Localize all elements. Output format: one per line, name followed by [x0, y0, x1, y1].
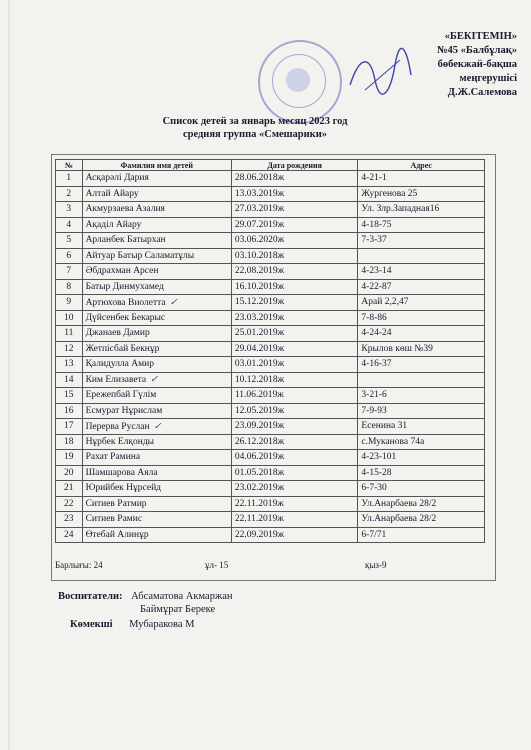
- row-number: [56, 171, 83, 187]
- header-address: Адрес: [358, 160, 485, 171]
- row-address-text: 7-9-93: [361, 405, 387, 416]
- row-address: [358, 496, 485, 512]
- table-row: [56, 279, 485, 295]
- row-dob-text: 25.01.2019ж: [234, 328, 285, 339]
- row-name: [82, 419, 231, 435]
- row-dob: [231, 403, 358, 419]
- row-address-text: Арай 2,2,47: [361, 297, 409, 308]
- row-address-text: 4-18-75: [361, 219, 392, 230]
- row-dob-text: 27.03.2019ж: [234, 204, 285, 215]
- row-number: [56, 512, 83, 528]
- educator-2: Баймұрат Береке: [140, 604, 216, 615]
- row-dob-text: 01.05.2018ж: [234, 467, 285, 478]
- row-number: [56, 186, 83, 202]
- row-dob-text: 13.03.2019ж: [234, 188, 285, 199]
- row-number-text: 12: [64, 343, 74, 354]
- row-dob-text: 11.06.2019ж: [234, 390, 284, 401]
- row-name-text: Дүйсенбек Бекарыс: [85, 312, 166, 323]
- row-number-text: 8: [66, 281, 72, 292]
- row-name: [82, 295, 231, 311]
- row-number: [56, 357, 83, 373]
- table-row: [56, 372, 485, 388]
- row-dob: [231, 527, 358, 543]
- table-row: [56, 233, 485, 249]
- row-number: [56, 279, 83, 295]
- row-number-text: 9: [66, 297, 72, 308]
- row-dob-text: 22.09.2019ж: [234, 529, 285, 540]
- row-number-text: 1: [66, 173, 72, 184]
- row-address: [358, 171, 485, 187]
- row-name: [82, 248, 231, 264]
- row-number: [56, 341, 83, 357]
- row-address-text: 7-3-37: [361, 235, 387, 246]
- table-body: [56, 171, 485, 543]
- row-address-text: 3-21-6: [361, 390, 387, 401]
- row-name-text: Перерва Руслан: [85, 421, 150, 432]
- row-number-text: 11: [64, 328, 74, 339]
- row-name-text: Жетпісбай Бекнұр: [85, 343, 160, 354]
- row-dob-text: 23.09.2019ж: [234, 421, 285, 432]
- boys-count: ұл- 15: [205, 560, 229, 570]
- row-number: [56, 233, 83, 249]
- row-address-text: 6-7/71: [361, 529, 387, 540]
- row-address: [358, 512, 485, 528]
- educators-line: [58, 590, 232, 603]
- row-name-text: Ақаділ Айару: [85, 219, 142, 230]
- row-name-text: Айтуар Батыр Саламатұлы: [85, 250, 195, 261]
- table-row: [56, 357, 485, 373]
- row-name: [82, 527, 231, 543]
- row-dob: [231, 217, 358, 233]
- row-name: [82, 202, 231, 218]
- row-name: [82, 326, 231, 342]
- row-dob-text: 03.10.2018ж: [234, 250, 285, 261]
- row-name: [82, 264, 231, 280]
- row-number: [56, 217, 83, 233]
- row-dob-text: 15.12.2019ж: [234, 297, 285, 308]
- table-row: [56, 465, 485, 481]
- table-row: [56, 202, 485, 218]
- row-dob-text: 23.03.2019ж: [234, 312, 285, 323]
- row-dob: [231, 419, 358, 435]
- row-number-text: 19: [64, 452, 74, 463]
- row-name: [82, 279, 231, 295]
- row-number: [56, 202, 83, 218]
- row-number-text: 3: [66, 204, 72, 215]
- row-name-text: Әбдрахман Арсен: [85, 266, 159, 277]
- assistant-label: Көмекші: [70, 619, 113, 630]
- row-dob: [231, 326, 358, 342]
- row-dob-text: 28.06.2018ж: [234, 173, 285, 184]
- row-dob: [231, 388, 358, 404]
- row-dob: [231, 248, 358, 264]
- row-address: [358, 450, 485, 466]
- signature-icon: [345, 45, 415, 100]
- document-subtitle: средняя группа «Смешарики»: [182, 129, 328, 140]
- assistant-name: Мубаракова М: [129, 619, 195, 630]
- row-name: [82, 388, 231, 404]
- row-number-text: 20: [64, 467, 74, 478]
- row-name: [82, 403, 231, 419]
- table-row: [56, 512, 485, 528]
- row-dob: [231, 295, 358, 311]
- row-address-text: 4-23-101: [361, 452, 397, 463]
- row-address-text: 4-15-28: [361, 467, 392, 478]
- row-dob: [231, 512, 358, 528]
- row-name: [82, 233, 231, 249]
- row-address-text: Есенина 31: [361, 421, 408, 432]
- row-address: [358, 248, 485, 264]
- row-address-text: Жургенова 25: [361, 188, 418, 199]
- page-edge-shadow: [8, 0, 10, 750]
- round-seal-icon: [258, 40, 342, 124]
- row-dob: [231, 496, 358, 512]
- row-number-text: 14: [64, 374, 74, 385]
- row-name: [82, 481, 231, 497]
- row-name-text: Батыр Динмухамед: [85, 281, 164, 292]
- row-name-text: Ережепбай Гүлім: [85, 390, 157, 401]
- seal-emblem: [286, 68, 310, 92]
- table-row: [56, 326, 485, 342]
- educators-label: Воспитатели:: [58, 591, 123, 602]
- row-address: [358, 527, 485, 543]
- row-dob: [231, 357, 358, 373]
- row-dob-text: 23.02.2019ж: [234, 483, 285, 494]
- table-row: [56, 171, 485, 187]
- row-dob-text: 10.12.2018ж: [234, 374, 285, 385]
- children-table: [55, 159, 485, 543]
- row-dob-text: 04.06.2019ж: [234, 452, 285, 463]
- table-row: [56, 310, 485, 326]
- row-name-text: Артюхова Виолетта: [85, 297, 166, 308]
- approval-role: меңгерушісі: [459, 73, 517, 84]
- row-address-text: 4-16-37: [361, 359, 392, 370]
- row-number: [56, 310, 83, 326]
- row-dob-text: 29.07.2019ж: [234, 219, 285, 230]
- table-row: [56, 217, 485, 233]
- row-dob-text: 26.12.2018ж: [234, 436, 285, 447]
- row-dob-text: 12.05.2019ж: [234, 405, 285, 416]
- row-number-text: 23: [64, 514, 74, 525]
- row-name-text: Арланбек Батырхан: [85, 235, 166, 246]
- row-address: [358, 264, 485, 280]
- table-row: [56, 434, 485, 450]
- table-row: [56, 481, 485, 497]
- row-number: [56, 372, 83, 388]
- row-name: [82, 512, 231, 528]
- row-name: [82, 171, 231, 187]
- row-number-text: 21: [64, 483, 74, 494]
- row-number-text: 16: [64, 405, 74, 416]
- row-address: [358, 419, 485, 435]
- row-number: [56, 248, 83, 264]
- row-address: [358, 310, 485, 326]
- row-name: [82, 341, 231, 357]
- row-name-text: Ким Елизавета: [85, 375, 147, 386]
- row-address: [358, 481, 485, 497]
- approval-block: [437, 30, 517, 100]
- approval-type: бөбекжай-бақша: [437, 59, 517, 70]
- row-name: [82, 434, 231, 450]
- row-number: [56, 388, 83, 404]
- row-dob: [231, 434, 358, 450]
- row-number: [56, 434, 83, 450]
- row-number-text: 6: [66, 250, 72, 261]
- row-dob-text: 16.10.2019ж: [234, 281, 285, 292]
- row-name: [82, 372, 231, 388]
- table-row: [56, 419, 485, 435]
- row-number: [56, 403, 83, 419]
- row-dob: [231, 186, 358, 202]
- row-number-text: 22: [64, 498, 74, 509]
- row-address: [358, 388, 485, 404]
- row-address: [358, 372, 485, 388]
- row-address-text: Ул.Анарбаева 28/2: [361, 514, 437, 525]
- pen-checkmark-icon: ✓: [150, 375, 159, 386]
- row-address: [358, 403, 485, 419]
- row-name: [82, 186, 231, 202]
- row-name: [82, 450, 231, 466]
- row-dob: [231, 341, 358, 357]
- total-count: Барлығы: 24: [55, 560, 103, 570]
- table-row: [56, 527, 485, 543]
- row-number: [56, 481, 83, 497]
- row-address-text: Ул. Злр.Западная16: [361, 204, 440, 215]
- row-address: [358, 434, 485, 450]
- table-row: [56, 186, 485, 202]
- row-number-text: 4: [66, 219, 72, 230]
- row-address: [358, 341, 485, 357]
- table-row: [56, 341, 485, 357]
- row-name: [82, 310, 231, 326]
- approval-heading: «БЕКІТЕМІН»: [444, 31, 517, 42]
- approval-name: Д.Ж.Салемова: [447, 87, 517, 98]
- row-name-text: Өтебай Алинұр: [85, 529, 149, 540]
- row-name-text: Шамшарова Аяла: [85, 467, 158, 478]
- row-dob: [231, 310, 358, 326]
- row-dob-text: 22.11.2019ж: [234, 514, 284, 525]
- row-address: [358, 202, 485, 218]
- row-address: [358, 465, 485, 481]
- table-row: [56, 450, 485, 466]
- row-dob-text: 03.06.2020ж: [234, 235, 285, 246]
- row-name: [82, 217, 231, 233]
- row-number: [56, 450, 83, 466]
- table-row: [56, 388, 485, 404]
- row-name-text: Есмурат Нұрислам: [85, 405, 163, 416]
- row-name: [82, 357, 231, 373]
- row-number-text: 7: [66, 266, 72, 277]
- header-number: №: [56, 160, 83, 171]
- row-address-text: 7-8-86: [361, 312, 387, 323]
- row-dob-text: 22.11.2019ж: [234, 498, 284, 509]
- girls-count: қыз-9: [365, 560, 387, 570]
- row-address-text: Крылов көш №39: [361, 343, 433, 354]
- row-name-text: Ситиев Рамис: [85, 514, 143, 525]
- row-address-text: 6-7-30: [361, 483, 387, 494]
- document-title: Список детей за январь месяц 2023 год: [162, 116, 348, 127]
- row-address: [358, 186, 485, 202]
- row-dob: [231, 372, 358, 388]
- pen-checkmark-icon: ✓: [169, 297, 178, 308]
- assistant-line: [70, 618, 195, 631]
- row-address-text: 4-22-87: [361, 281, 392, 292]
- row-dob: [231, 233, 358, 249]
- row-name-text: Юрийбек Нұрсейд: [85, 483, 161, 494]
- row-number: [56, 527, 83, 543]
- row-address-text: 4-24-24: [361, 328, 392, 339]
- row-name-text: Қалидулла Амир: [85, 359, 154, 370]
- row-address-text: 4-21-1: [361, 173, 387, 184]
- row-name: [82, 465, 231, 481]
- educator-1: Абсаматова Акмаржан: [131, 591, 233, 602]
- table-row: [56, 295, 485, 311]
- table-header-row: [56, 160, 485, 171]
- row-number: [56, 419, 83, 435]
- row-name-text: Рахат Рамина: [85, 452, 141, 463]
- row-name-text: Акмурзаева Азалия: [85, 204, 165, 215]
- row-number-text: 17: [64, 421, 74, 432]
- row-address: [358, 217, 485, 233]
- row-address: [358, 357, 485, 373]
- row-name-text: Асқарәлі Дария: [85, 173, 149, 184]
- row-dob: [231, 465, 358, 481]
- row-number-text: 18: [64, 436, 74, 447]
- row-dob-text: 22.08.2019ж: [234, 266, 285, 277]
- row-dob: [231, 202, 358, 218]
- row-dob-text: 29.04.2019ж: [234, 343, 285, 354]
- row-number-text: 5: [66, 235, 72, 246]
- pen-checkmark-icon: ✓: [153, 421, 162, 432]
- row-dob: [231, 279, 358, 295]
- row-name-text: Джанаев Дамир: [85, 328, 150, 339]
- row-number-text: 24: [64, 529, 74, 540]
- row-address: [358, 295, 485, 311]
- row-number-text: 13: [64, 359, 74, 370]
- table-row: [56, 248, 485, 264]
- row-address: [358, 326, 485, 342]
- row-number-text: 2: [66, 188, 72, 199]
- row-dob: [231, 171, 358, 187]
- row-number: [56, 496, 83, 512]
- educator-2-line: [140, 603, 215, 616]
- row-dob: [231, 264, 358, 280]
- table-row: [56, 496, 485, 512]
- row-name: [82, 496, 231, 512]
- row-number: [56, 264, 83, 280]
- row-number: [56, 326, 83, 342]
- row-number-text: 15: [64, 390, 74, 401]
- approval-kindergarten: №45 «Балбұлақ»: [436, 45, 517, 56]
- row-dob-text: 03.01.2019ж: [234, 359, 285, 370]
- row-address-text: Ул.Анарбаева 28/2: [361, 498, 437, 509]
- row-number-text: 10: [64, 312, 74, 323]
- header-name: Фамилия имя детей: [82, 160, 231, 171]
- table-row: [56, 264, 485, 280]
- row-number: [56, 295, 83, 311]
- row-address-text: с.Муканова 74а: [361, 436, 425, 447]
- row-address-text: 4-23-14: [361, 266, 392, 277]
- table-row: [56, 403, 485, 419]
- row-name-text: Нұрбек Елқонды: [85, 436, 155, 447]
- row-number: [56, 465, 83, 481]
- row-name-text: Алтай Айару: [85, 188, 139, 199]
- row-dob: [231, 481, 358, 497]
- row-name-text: Ситиев Ратмир: [85, 498, 147, 509]
- header-dob: Дата рождения: [231, 160, 358, 171]
- row-address: [358, 279, 485, 295]
- row-address: [358, 233, 485, 249]
- row-dob: [231, 450, 358, 466]
